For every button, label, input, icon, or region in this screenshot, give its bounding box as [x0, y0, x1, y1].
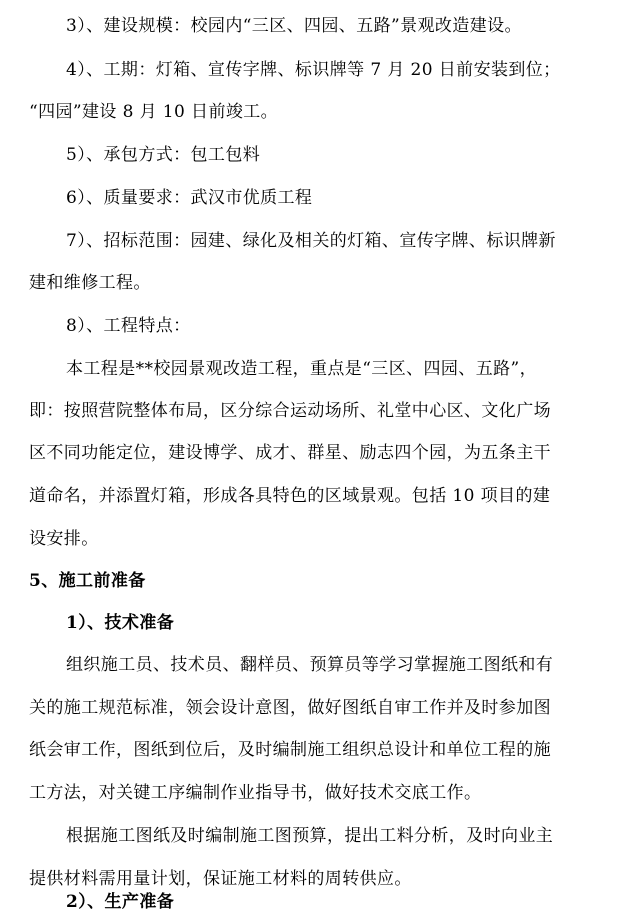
description-line-1: 本工程是**校园景观改造工程，重点是“三区、四园、五路”， [66, 359, 537, 379]
technical-line-2: 关的施工规范标准，领会设计意图，做好图纸自审工作并及时参加图 [29, 698, 551, 718]
description-line-2: 即：按照营院整体布局，区分综合运动场所、礼堂中心区、文化广场 [29, 401, 551, 421]
item-5-contract: 5）、承包方式：包工包料 [66, 145, 261, 165]
subsection-production-heading: 2）、生产准备 [66, 892, 175, 912]
item-8-features: 8）、工程特点： [66, 316, 191, 336]
section-5-heading: 5、施工前准备 [29, 571, 146, 591]
budget-line-1: 根据施工图纸及时编制施工图预算，提出工料分析，及时向业主 [66, 826, 554, 846]
budget-line-2: 提供材料需用量计划，保证施工材料的周转供应。 [29, 869, 412, 889]
item-4-schedule-line1: 4）、工期：灯箱、宣传字牌、标识牌等 7 月 20 日前安装到位； [66, 60, 561, 80]
item-6-quality: 6）、质量要求：武汉市优质工程 [66, 188, 313, 208]
description-line-4: 道命名，并添置灯箱，形成各具特色的区域景观。包括 10 项目的建 [29, 486, 551, 506]
item-3-scale: 3）、建设规模：校园内“三区、四园、五路”景观改造建设。 [66, 16, 522, 36]
technical-line-4: 工方法，对关键工序编制作业指导书，做好技术交底工作。 [29, 783, 482, 803]
item-7-scope-line1: 7）、招标范围：园建、绿化及相关的灯箱、宣传字牌、标识牌新 [66, 231, 556, 251]
item-7-scope-line2: 建和维修工程。 [29, 273, 151, 293]
item-4-schedule-line2: “四园”建设 8 月 10 日前竣工。 [29, 102, 279, 122]
description-line-5: 设安排。 [29, 529, 99, 549]
technical-line-3: 纸会审工作，图纸到位后，及时编制施工组织总设计和单位工程的施 [29, 740, 551, 760]
subsection-technical-heading: 1）、技术准备 [66, 613, 175, 633]
description-line-3: 区不同功能定位，建设博学、成才、群星、励志四个园，为五条主干 [29, 443, 551, 463]
technical-line-1: 组织施工员、技术员、翻样员、预算员等学习掌握施工图纸和有 [66, 655, 554, 675]
